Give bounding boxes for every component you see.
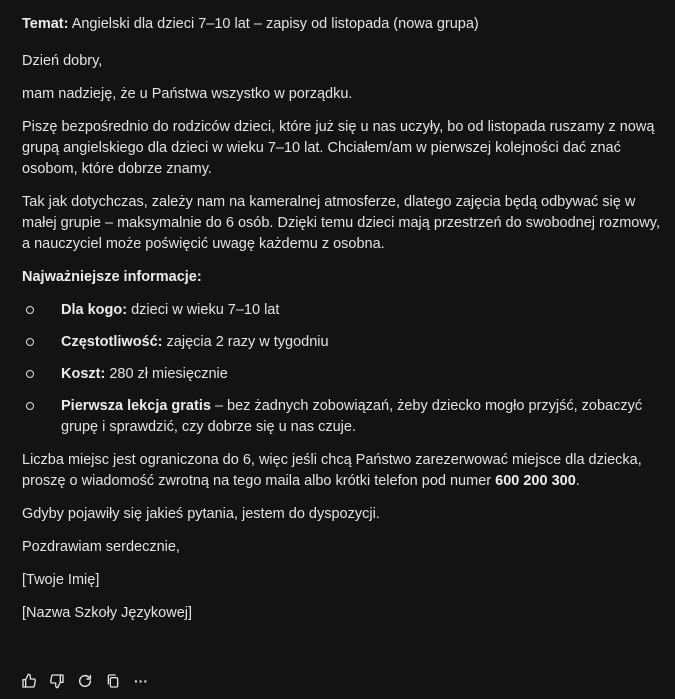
bullet-icon — [26, 306, 34, 314]
info-item-label: Dla kogo: — [61, 302, 128, 318]
email-closing: Pozdrawiam serdecznie, — [22, 539, 180, 555]
thumbs-down-button[interactable] — [48, 672, 66, 690]
info-heading-text: Najważniejsze informacje: — [22, 269, 202, 285]
paragraph-3-text: Liczba miejsc jest ograniczona do 6, więc jeśli chcą Państwo zarezerwować miejsce dla dziecka, proszę o wiadomość zwrotną na tego maila albo krótki telefon pod numer — [22, 452, 642, 489]
phone-number: 600 200 300 — [495, 473, 576, 489]
more-options-icon: ··· — [134, 673, 148, 689]
info-item-label: Częstotliwość: — [61, 334, 163, 350]
info-heading — [22, 267, 662, 288]
signature-school: [Nazwa Szkoły Językowej] — [22, 605, 193, 621]
email-paragraph-2: Tak jak dotychczas, zależy nam na kameralnej atmosferze, dlatego zajęcia będą odbywać się w małej grupie – maksymalnie do 6 osób. Dzięki temu dzieci mają przestrzeń do swobodnej rozmowy, a nauczyciel może poświęcić uwagę każdemu z osobna. — [22, 194, 661, 252]
copy-button[interactable] — [104, 672, 122, 690]
email-paragraph-1: Piszę bezpośrednio do rodziców dzieci, które już się u nas uczyły, bo od listopada ruszamy z nową grupą angielskiego dla dzieci w wieku 7–10 lat. Chciałem/am w pierwszej kolejności dać znać osobom, które dobrze znamy. — [22, 119, 655, 177]
bullet-icon — [26, 402, 34, 410]
info-list — [22, 300, 662, 438]
info-item-label: Koszt: — [61, 366, 106, 382]
response-message — [22, 14, 662, 636]
thumbs-up-button[interactable] — [20, 672, 38, 690]
info-item-text: zajęcia 2 razy w tygodniu — [162, 334, 329, 350]
thumbs-up-icon — [21, 673, 37, 689]
email-intro: mam nadzieję, że u Państwa wszystko w porządku. — [22, 86, 353, 102]
list-item — [22, 364, 662, 385]
bullet-icon — [26, 370, 34, 378]
response-actions-toolbar — [20, 672, 150, 690]
email-greeting: Dzień dobry, — [22, 53, 103, 69]
paragraph-3-end: . — [575, 473, 580, 489]
copy-icon — [105, 673, 121, 689]
bullet-icon — [26, 338, 34, 346]
info-item-text: 280 zł miesięcznie — [105, 366, 228, 382]
list-item — [22, 300, 662, 321]
signature-name: [Twoje Imię] — [22, 572, 100, 588]
regenerate-button[interactable] — [76, 672, 94, 690]
email-paragraph-3 — [22, 450, 662, 492]
regenerate-icon — [77, 673, 93, 689]
subject-text: Angielski dla dzieci 7–10 lat – zapisy od listopada (nowa grupa) — [68, 16, 479, 32]
more-options-button[interactable] — [132, 672, 150, 690]
info-item-text: – bez żadnych zobowiązań, żeby dziecko mogło przyjść, zobaczyć grupę i sprawdzić, czy dobrze się u nas czuje. — [61, 398, 643, 435]
info-item-label: Pierwsza lekcja gratis — [61, 398, 211, 414]
list-item — [22, 396, 662, 438]
thumbs-down-icon — [49, 673, 65, 689]
email-subject — [22, 14, 662, 35]
list-item — [22, 332, 662, 353]
email-paragraph-4: Gdyby pojawiły się jakieś pytania, jestem do dyspozycji. — [22, 506, 380, 522]
subject-label: Temat: — [22, 16, 69, 32]
info-item-text: dzieci w wieku 7–10 lat — [127, 302, 280, 318]
